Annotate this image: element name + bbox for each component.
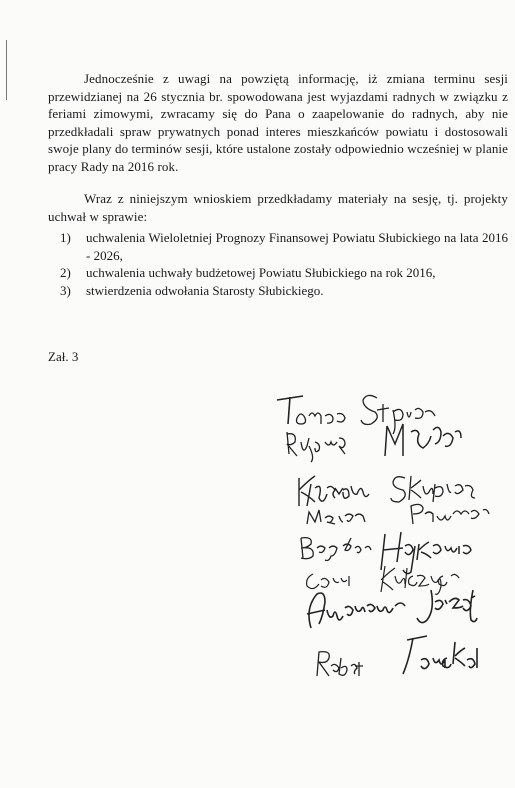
signature-7 <box>307 590 477 628</box>
signature-5 <box>301 532 471 574</box>
signature-3 <box>299 476 475 506</box>
list-item-text: stwierdzenia odwołania Starosty Słubickiego. <box>86 282 324 298</box>
list-item <box>60 229 508 264</box>
signature-4 <box>307 504 489 524</box>
resolution-list <box>60 229 508 299</box>
list-item <box>60 282 508 300</box>
list-item-text: uchwalenia uchwały budżetowej Powiatu Słubickiego na rok 2016, <box>86 265 436 280</box>
signatures-block <box>255 380 510 690</box>
signature-2 <box>287 424 461 462</box>
list-item-number: 3) <box>60 282 71 298</box>
paragraph-1 <box>48 70 508 175</box>
signature-6 <box>307 566 459 594</box>
paragraph-2 <box>48 190 508 225</box>
paragraph-2-text: Wraz z niniejszym wnioskiem przedkładamy materiały na sesję, tj. projekty uchwał w sprawie: <box>48 191 508 224</box>
signature-8 <box>317 636 477 676</box>
scan-margin-line <box>6 40 7 100</box>
list-item-number: 1) <box>60 230 71 245</box>
attachment-note: Zał. 3 <box>48 349 79 364</box>
handwritten-signatures <box>255 380 510 690</box>
signature-1 <box>277 395 435 434</box>
list-item-text: uchwalenia Wieloletniej Prognozy Finansowej Powiatu Słubickiego na lata 2016 - 2026, <box>86 230 508 263</box>
list-item <box>60 264 508 282</box>
list-item-number: 2) <box>60 265 71 280</box>
paragraph-1-text: Jednocześnie z uwagi na powziętą informację, iż zmiana terminu sesji przewidzianej na 26 stycznia br. spowodowana jest wyjazdami radnych w związku z feriami zimowymi, zwracamy się do Pana o zaapelowanie do radnych, aby nie przedkładali spraw prywatnych ponad interes mieszkańców powiatu i dostosowali swoje plany do terminów sesji, które ustalone zostały odpowiednio wcześniej w planie pracy Rady na 2016 rok. <box>48 71 508 174</box>
